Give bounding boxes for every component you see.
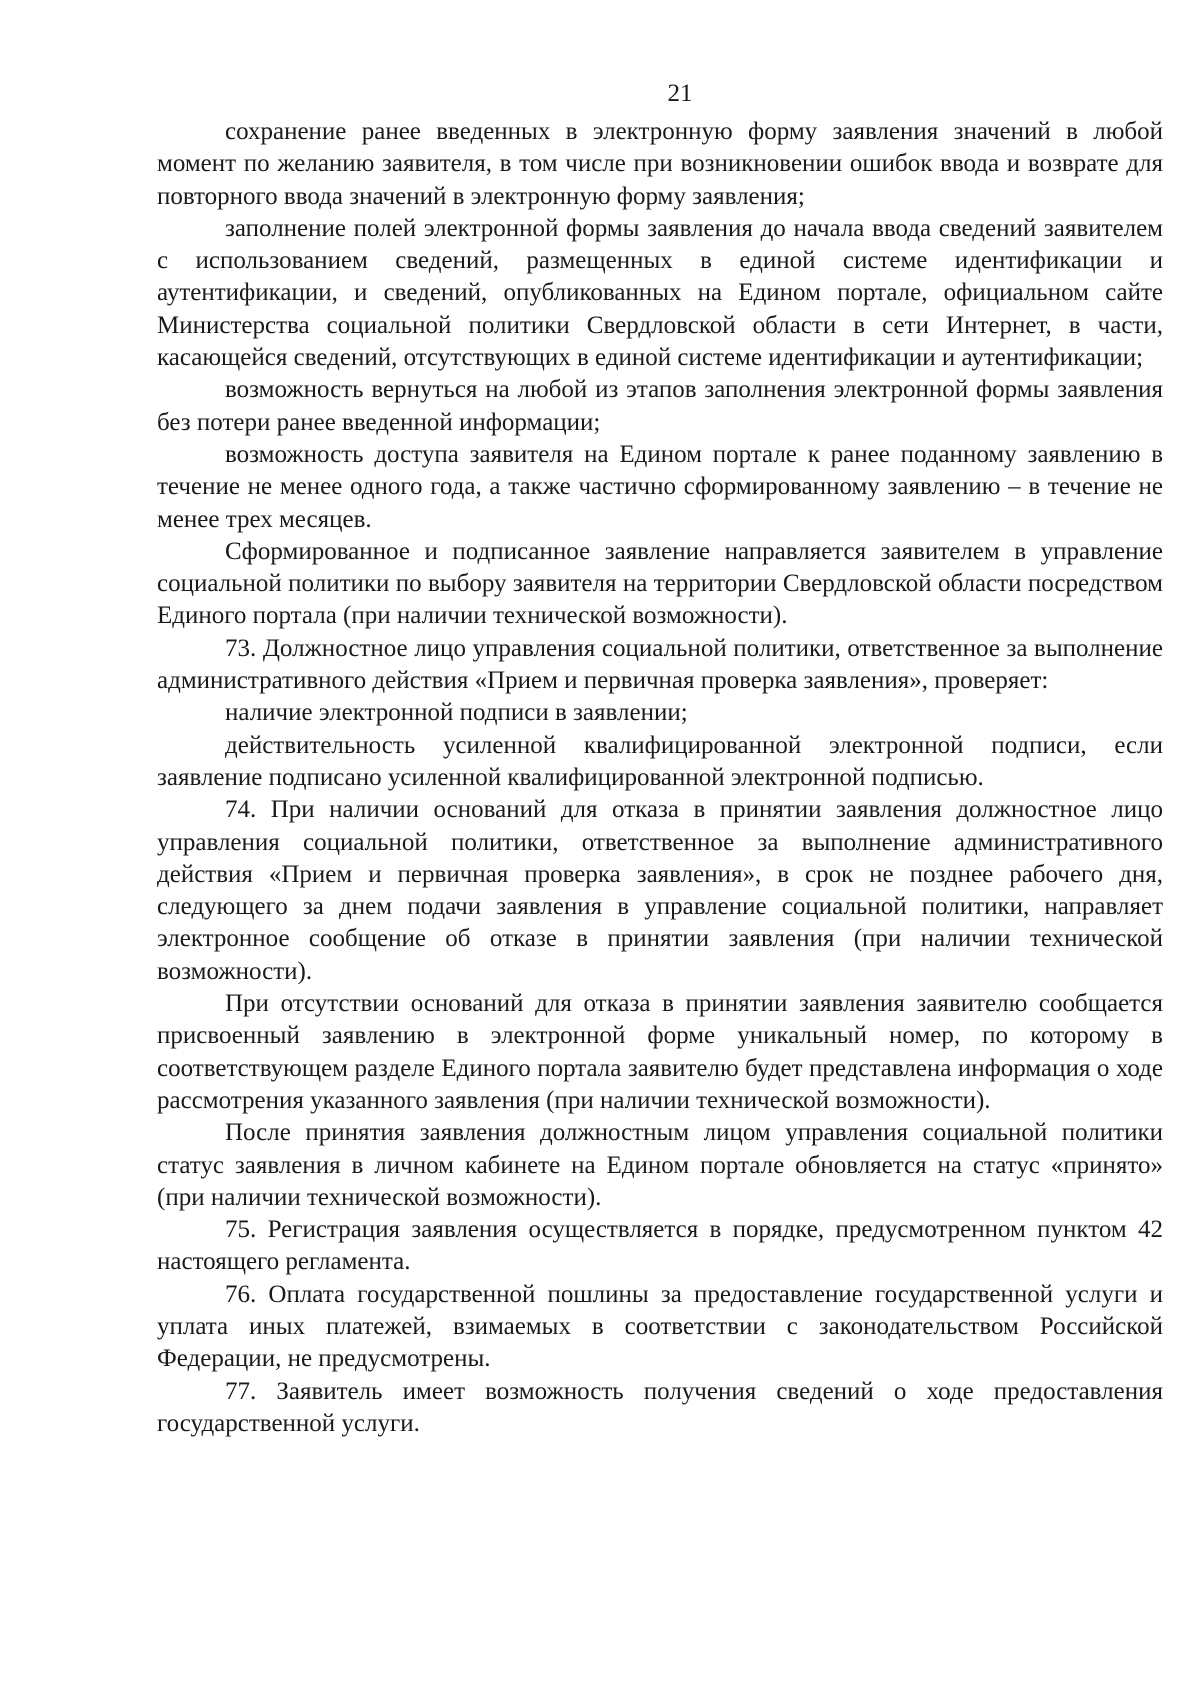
- paragraph-item-73: 73. Должностное лицо управления социальной политики, ответственное за выполнение административного действия «Прием и первичная проверка заявления», проверяет:: [157, 634, 1163, 695]
- paragraph-4: возможность доступа заявителя на Едином портале к ранее поданному заявлению в течение не менее одного года, а также частично сформированному заявлению – в течение не менее трех месяцев.: [157, 440, 1163, 533]
- paragraph-11: После принятия заявления должностным лицом управления социальной политики статус заявления в личном кабинете на Едином портале обновляется на статус «принято» (при наличии технической возможности).: [157, 1119, 1163, 1211]
- paragraph-item-76: 76. Оплата государственной пошлины за предоставление государственной услуги и уплата иных платежей, взимаемых в соответствии с законодательством Российской Федерации, не предусмотрены.: [157, 1280, 1163, 1373]
- paragraph-3: возможность вернуться на любой из этапов заполнения электронной формы заявления без потери ранее введенной информации;: [157, 376, 1163, 436]
- paragraph-item-75: 75. Регистрация заявления осуществляется в порядке, предусмотренном пунктом 42 настоящего регламента.: [157, 1216, 1163, 1276]
- paragraph-8: действительность усиленной квалифицированной электронной подписи, если заявление подписано усиленной квалифицированной электронной подписью.: [157, 731, 1163, 791]
- paragraph-5: Сформированное и подписанное заявление направляется заявителем в управление социальной политики по выбору заявителя на территории Свердловской области посредством Единого портала (при наличии технической возможности).: [157, 537, 1163, 630]
- paragraph-1: сохранение ранее введенных в электронную форму заявления значений в любой момент по желанию заявителя, в том числе при возникновении ошибок ввода и возврате для повторного ввода значений в электронную форму заявления;: [157, 118, 1163, 210]
- paragraph-item-77: 77. Заявитель имеет возможность получения сведений о ходе предоставления государственной услуги.: [157, 1377, 1163, 1437]
- paragraph-10: При отсутствии оснований для отказа в принятии заявления заявителю сообщается присвоенный заявлению в электронной форме уникальный номер, по которому в соответствующем разделе Единого портала заявителю будет представлена информация о ходе рассмотрения указанного заявления (при наличии технической возможности).: [157, 990, 1163, 1114]
- paragraph-2: заполнение полей электронной формы заявления до начала ввода сведений заявителем с использованием сведений, размещенных в единой системе идентификации и аутентификации, и сведений, опубликованных на Едином портале, официальном сайте Министерства социальной политики Свердловской области в сети Интернет, в части, касающейся сведений, отсутствующих в единой системе идентификации и аутентификации;: [157, 214, 1163, 372]
- paragraph-item-74: 74. При наличии оснований для отказа в принятии заявления должностное лицо управления социальной политики, ответственное за выполнение административного действия «Прием и первичная проверка заявления», в срок не позднее рабочего дня, следующего за днем подачи заявления в управление социальной политики, направляет электронное сообщение об отказе в принятии заявления (при наличии технической возможности).: [157, 796, 1163, 985]
- page-number: 21: [667, 80, 693, 107]
- paragraph-7: наличие электронной подписи в заявлении;: [225, 699, 688, 727]
- document-body: [157, 116, 1163, 1440]
